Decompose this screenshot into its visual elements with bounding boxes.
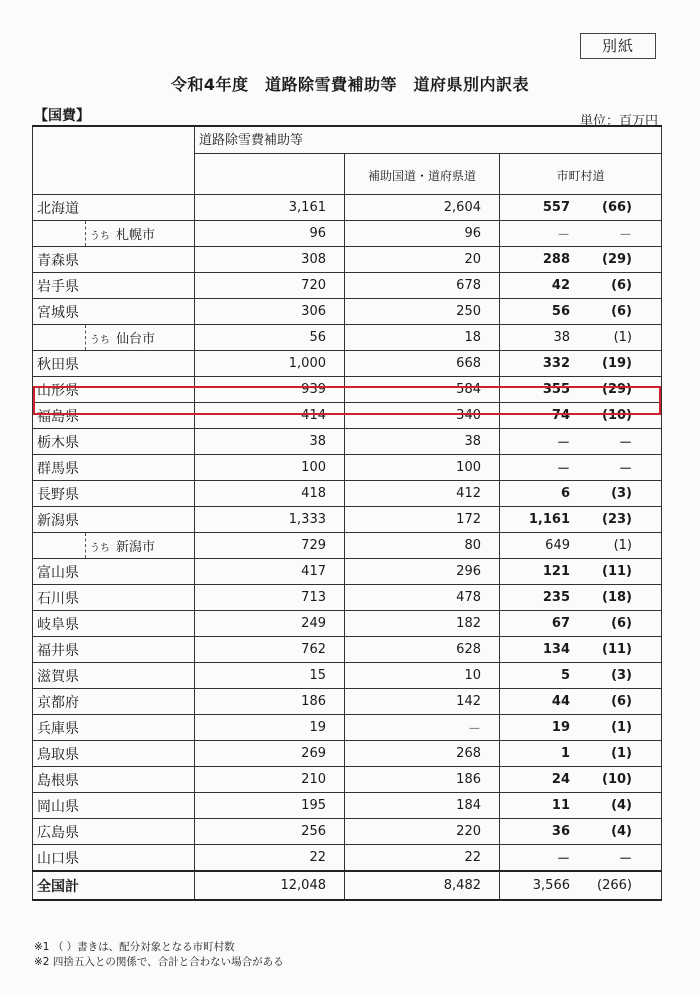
row-name: 島根県: [33, 767, 195, 793]
footnote-2: ※2 四捨五入との関係で、合計と合わない場合がある: [34, 956, 284, 968]
row-municipal: 235: [542, 590, 570, 605]
row-national: 184: [345, 793, 500, 819]
row-count: (10): [602, 772, 632, 787]
row-municipal-cell: [500, 481, 662, 507]
row-municipal-cell: [500, 559, 662, 585]
row-municipal: 44: [551, 694, 570, 709]
row-municipal-cell: [500, 819, 662, 845]
header-total-blank: [195, 154, 345, 195]
row-prefix: うち: [90, 335, 110, 346]
table-row: [33, 611, 662, 637]
row-national: 182: [345, 611, 500, 637]
row-national: 412: [345, 481, 500, 507]
table-row: [33, 741, 662, 767]
row-municipal: 24: [551, 772, 570, 787]
table-row: [33, 299, 662, 325]
row-municipal: 134: [542, 642, 570, 657]
row-national: 10: [345, 663, 500, 689]
row-total: 186: [195, 689, 345, 715]
row-total: 269: [195, 741, 345, 767]
row-name: 兵庫県: [33, 715, 195, 741]
row-count: (23): [602, 512, 632, 527]
row-total: 308: [195, 247, 345, 273]
table-row: [33, 429, 662, 455]
row-count: (1): [611, 746, 632, 761]
row-municipal-cell: [500, 195, 662, 221]
row-count: (4): [611, 824, 632, 839]
table-row: [33, 689, 662, 715]
row-municipal-cell: [500, 611, 662, 637]
total-name: 全国計: [33, 871, 195, 900]
row-national: 22: [345, 845, 500, 872]
row-municipal: 11: [551, 798, 570, 813]
section-label: 【国費】: [34, 108, 90, 124]
total-municipal: 3,566: [532, 878, 570, 893]
row-name: 福井県: [33, 637, 195, 663]
row-municipal: －: [556, 228, 570, 243]
header-national: 補助国道・道府県道: [345, 154, 500, 195]
footnote-1: ※1 （ ）書きは、配分対象となる市町村数: [34, 941, 235, 953]
total-national: 8,482: [345, 871, 500, 900]
row-count: (3): [611, 486, 632, 501]
row-name: 石川県: [33, 585, 195, 611]
row-municipal-cell: [500, 429, 662, 455]
row-total: 414: [195, 403, 345, 429]
row-count: (1): [613, 538, 632, 553]
row-total: 417: [195, 559, 345, 585]
header-main: 道路除雪費補助等: [195, 126, 662, 154]
row-name: 岩手県: [33, 273, 195, 299]
row-count: (66): [602, 200, 632, 215]
row-name-cell: [33, 325, 195, 351]
table-row: [33, 455, 662, 481]
allocation-table: [32, 125, 662, 901]
row-total: 96: [195, 221, 345, 247]
row-municipal: －: [556, 436, 570, 451]
row-name: 仙台市: [116, 332, 156, 347]
row-national: 220: [345, 819, 500, 845]
row-municipal: －: [556, 852, 570, 867]
header-municipal: 市町村道: [500, 154, 662, 195]
row-total: 418: [195, 481, 345, 507]
row-municipal: 332: [542, 356, 570, 371]
table-row: [33, 559, 662, 585]
row-municipal-cell: [500, 325, 662, 351]
row-municipal-cell: [500, 273, 662, 299]
row-municipal: 1,161: [528, 512, 570, 527]
row-municipal-cell: [500, 793, 662, 819]
row-prefix: うち: [90, 231, 110, 242]
row-total: 762: [195, 637, 345, 663]
header-blank: [33, 126, 195, 195]
page-title: 令和4年度 道路除雪費補助等 道府県別内訳表: [170, 75, 530, 94]
row-municipal-cell: [500, 637, 662, 663]
row-name: 新潟市: [116, 540, 156, 555]
table-row: [33, 507, 662, 533]
table-row: [33, 221, 662, 247]
row-national: 296: [345, 559, 500, 585]
row-total: 38: [195, 429, 345, 455]
table-body: [33, 195, 662, 901]
row-total: 210: [195, 767, 345, 793]
row-municipal-cell: [500, 585, 662, 611]
table-row: [33, 845, 662, 872]
row-municipal-cell: [500, 455, 662, 481]
row-national: 2,604: [345, 195, 500, 221]
row-count: (11): [602, 642, 632, 657]
row-name: 富山県: [33, 559, 195, 585]
table-row: [33, 793, 662, 819]
row-name: 滋賀県: [33, 663, 195, 689]
row-municipal: 19: [551, 720, 570, 735]
row-national: 100: [345, 455, 500, 481]
row-total: 1,000: [195, 351, 345, 377]
row-count: (11): [602, 564, 632, 579]
table-row: [33, 533, 662, 559]
row-count: (6): [611, 616, 632, 631]
row-total: 22: [195, 845, 345, 872]
row-national: 186: [345, 767, 500, 793]
row-count: (3): [611, 668, 632, 683]
row-national: 268: [345, 741, 500, 767]
row-name: 山口県: [33, 845, 195, 872]
total-count: (266): [597, 878, 632, 893]
row-total: 720: [195, 273, 345, 299]
row-national: 38: [345, 429, 500, 455]
row-name-cell: [33, 221, 195, 247]
row-count: (10): [602, 408, 632, 423]
row-municipal: 557: [542, 200, 570, 215]
row-total: 249: [195, 611, 345, 637]
row-name: 秋田県: [33, 351, 195, 377]
row-national: 478: [345, 585, 500, 611]
row-municipal-cell: [500, 299, 662, 325]
row-municipal: －: [556, 462, 570, 477]
row-municipal-cell: [500, 377, 662, 403]
table-row: [33, 819, 662, 845]
row-municipal: 36: [551, 824, 570, 839]
row-name: 福島県: [33, 403, 195, 429]
row-municipal: 42: [551, 278, 570, 293]
row-municipal: 288: [542, 252, 570, 267]
row-national: 18: [345, 325, 500, 351]
row-municipal: 355: [542, 382, 570, 397]
row-national: 668: [345, 351, 500, 377]
row-total: 56: [195, 325, 345, 351]
row-name: 京都府: [33, 689, 195, 715]
row-national: 250: [345, 299, 500, 325]
table-row: [33, 273, 662, 299]
table-row: [33, 377, 662, 403]
row-total: 100: [195, 455, 345, 481]
row-total: 1,333: [195, 507, 345, 533]
table-row: [33, 195, 662, 221]
row-total: 19: [195, 715, 345, 741]
table-row: [33, 585, 662, 611]
row-municipal: 121: [542, 564, 570, 579]
row-count: (1): [613, 330, 632, 345]
table-row: [33, 637, 662, 663]
row-count: (6): [611, 278, 632, 293]
table-row: [33, 325, 662, 351]
row-national: 628: [345, 637, 500, 663]
row-total: 713: [195, 585, 345, 611]
row-count: (29): [602, 252, 632, 267]
row-municipal-cell: [500, 767, 662, 793]
row-count: (6): [611, 304, 632, 319]
row-municipal-cell: [500, 507, 662, 533]
row-name: 広島県: [33, 819, 195, 845]
row-municipal: 6: [560, 486, 570, 501]
row-count: －: [618, 436, 632, 451]
row-name: 札幌市: [116, 228, 156, 243]
row-municipal-cell: [500, 403, 662, 429]
row-count: (19): [602, 356, 632, 371]
row-municipal-cell: [500, 715, 662, 741]
unit-label: 単位：百万円: [579, 114, 658, 129]
table-row: [33, 663, 662, 689]
row-count: (6): [611, 694, 632, 709]
row-count: －: [618, 228, 632, 243]
row-total: 306: [195, 299, 345, 325]
row-name: 栃木県: [33, 429, 195, 455]
row-national: 20: [345, 247, 500, 273]
table-row: [33, 247, 662, 273]
row-national: 142: [345, 689, 500, 715]
row-municipal: 38: [553, 330, 570, 345]
row-municipal: 67: [551, 616, 570, 631]
row-total: 256: [195, 819, 345, 845]
table-row: [33, 715, 662, 741]
row-name-cell: [33, 533, 195, 559]
row-national: 172: [345, 507, 500, 533]
row-municipal: 5: [560, 668, 570, 683]
row-total: 3,161: [195, 195, 345, 221]
total-municipal-cell: [500, 871, 662, 900]
row-municipal: 56: [551, 304, 570, 319]
row-national: 96: [345, 221, 500, 247]
row-municipal-cell: [500, 221, 662, 247]
row-count: (1): [611, 720, 632, 735]
row-municipal-cell: [500, 845, 662, 872]
row-name: 長野県: [33, 481, 195, 507]
table-row: [33, 351, 662, 377]
row-national: －: [345, 715, 500, 741]
row-name: 山形県: [33, 377, 195, 403]
table-row: [33, 767, 662, 793]
row-municipal-cell: [500, 741, 662, 767]
row-total: 939: [195, 377, 345, 403]
row-count: －: [618, 462, 632, 477]
row-total: 195: [195, 793, 345, 819]
footnotes: [34, 940, 284, 970]
attachment-label: 別紙: [580, 33, 656, 59]
row-municipal-cell: [500, 663, 662, 689]
row-national: 678: [345, 273, 500, 299]
row-name: 岡山県: [33, 793, 195, 819]
row-name: 岐阜県: [33, 611, 195, 637]
row-total: 729: [195, 533, 345, 559]
row-municipal-cell: [500, 247, 662, 273]
row-national: 340: [345, 403, 500, 429]
total-total: 12,048: [195, 871, 345, 900]
row-municipal: 1: [560, 746, 570, 761]
row-prefix: うち: [90, 543, 110, 554]
row-name: 新潟県: [33, 507, 195, 533]
row-name: 宮城県: [33, 299, 195, 325]
row-municipal-cell: [500, 689, 662, 715]
table-row: [33, 403, 662, 429]
row-name: 青森県: [33, 247, 195, 273]
row-count: (29): [602, 382, 632, 397]
row-name: 鳥取県: [33, 741, 195, 767]
row-municipal: 649: [545, 538, 570, 553]
row-count: (18): [602, 590, 632, 605]
row-municipal-cell: [500, 533, 662, 559]
total-row: [33, 871, 662, 900]
row-total: 15: [195, 663, 345, 689]
row-count: －: [618, 852, 632, 867]
row-count: (4): [611, 798, 632, 813]
row-municipal: 74: [551, 408, 570, 423]
row-municipal-cell: [500, 351, 662, 377]
row-national: 584: [345, 377, 500, 403]
table-row: [33, 481, 662, 507]
row-national: 80: [345, 533, 500, 559]
row-name: 群馬県: [33, 455, 195, 481]
row-name: 北海道: [33, 195, 195, 221]
